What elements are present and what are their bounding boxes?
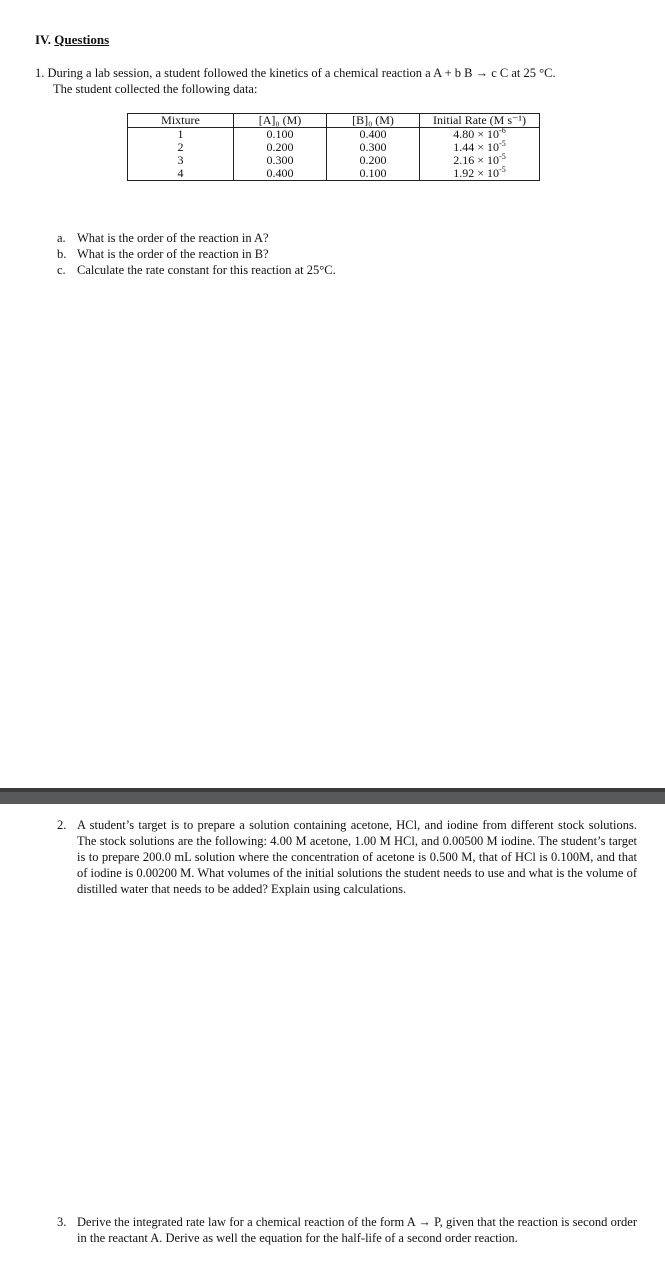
question-1-text-line-2: The student collected the following data: — [53, 82, 258, 96]
subquestion-label: c. — [57, 263, 66, 277]
question-3-text: Derive the integrated rate law for a chemical reaction of the form A → P, given that the reaction is second order in the reactant A. Derive as well the equation for the half-life of a second order reaction. — [77, 1215, 637, 1245]
rate-exponent: -5 — [499, 139, 506, 148]
table-row — [128, 167, 540, 181]
rate-mantissa: 2.16 × 10 — [453, 153, 500, 167]
rate-exponent: -5 — [499, 152, 506, 161]
cell-rate — [420, 167, 540, 181]
question-2-number: 2. — [57, 818, 67, 832]
subquestion-text: What is the order of the reaction in A? — [77, 231, 269, 245]
header-a0: [A]₀ (M) — [234, 114, 327, 128]
subquestion-text: What is the order of the reaction in B? — [77, 247, 269, 261]
question-1-line-1 — [35, 65, 645, 81]
cell-mixture: 3 — [128, 154, 234, 167]
section-heading — [35, 32, 109, 48]
cell-b0: 0.400 — [327, 128, 420, 142]
section-numeral: IV. — [35, 32, 52, 47]
section-title: Questions — [54, 32, 110, 47]
question-1 — [35, 65, 645, 97]
question-3-number: 3. — [57, 1215, 67, 1229]
rate-exponent: -6 — [499, 126, 506, 135]
subquestion-label: a. — [57, 231, 66, 245]
header-mixture: Mixture — [128, 114, 234, 128]
cell-a0: 0.300 — [234, 154, 327, 167]
question-3 — [57, 1214, 637, 1246]
rate-exponent: -5 — [499, 165, 506, 174]
cell-a0: 0.400 — [234, 167, 327, 181]
subquestion-text: Calculate the rate constant for this reaction at 25°C. — [77, 263, 336, 277]
cell-b0: 0.300 — [327, 141, 420, 154]
cell-mixture: 4 — [128, 167, 234, 181]
header-b0: [B]₀ (M) — [327, 114, 420, 128]
cell-b0: 0.200 — [327, 154, 420, 167]
rate-mantissa: 4.80 × 10 — [453, 127, 500, 141]
kinetics-data-table — [127, 113, 540, 181]
question-1-number: 1. — [35, 66, 45, 80]
question-2 — [57, 817, 637, 897]
cell-mixture: 1 — [128, 128, 234, 142]
rate-mantissa: 1.44 × 10 — [453, 140, 500, 154]
subquestion-label: b. — [57, 247, 67, 261]
cell-rate — [420, 128, 540, 142]
table-row — [128, 128, 540, 142]
header-initial-rate: Initial Rate (M s⁻¹) — [420, 114, 540, 128]
cell-a0: 0.200 — [234, 141, 327, 154]
subquestion-b — [57, 246, 617, 262]
cell-a0: 0.100 — [234, 128, 327, 142]
subquestion-a — [57, 230, 617, 246]
page-separator — [0, 788, 665, 804]
cell-mixture: 2 — [128, 141, 234, 154]
cell-b0: 0.100 — [327, 167, 420, 181]
question-1-subquestions — [57, 230, 617, 278]
rate-mantissa: 1.92 × 10 — [453, 166, 500, 180]
question-1-text-line-1: During a lab session, a student followed the kinetics of a chemical reaction a A + b B → c C at 25 °C. — [47, 66, 556, 80]
table-header-row — [128, 114, 540, 128]
subquestion-c — [57, 262, 617, 278]
question-2-text: A student’s target is to prepare a solution containing acetone, HCl, and iodine from different stock solutions. The stock solutions are the following: 4.00 M acetone, 1.00 M HCl, and 0.00500 M iodine. The student’s target is to prepare 200.0 mL solution where the concentration of acetone is 0.500 M, that of HCl is 0.100M, and that of iodine is 0.00200 M. What volumes of the initial solutions the student needs to use and what is the volume of distilled water that needs to be added? Explain using calculations. — [77, 818, 637, 896]
